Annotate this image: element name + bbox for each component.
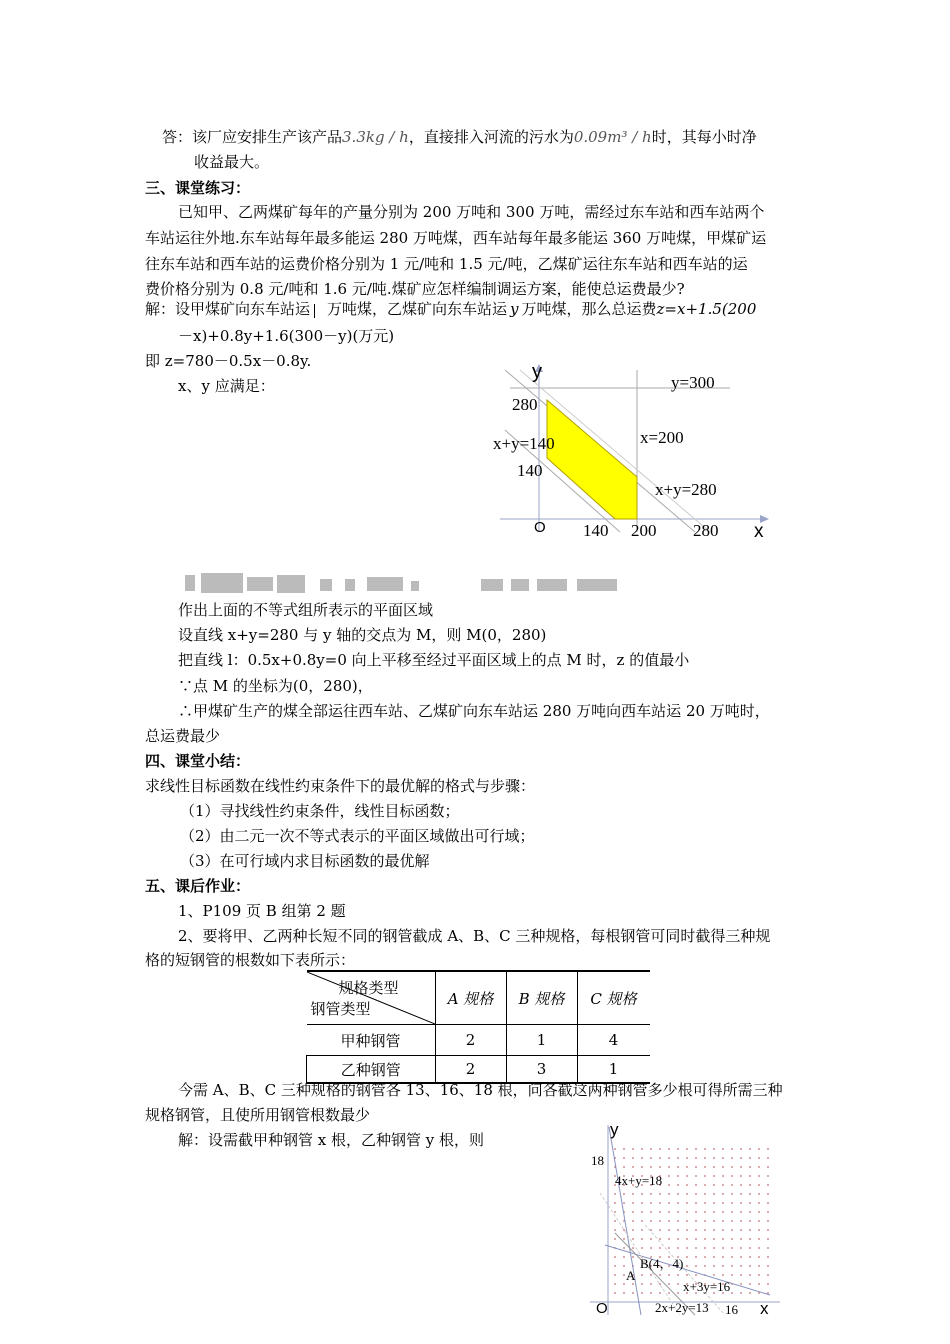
step-2: 设直线 x+y=280 与 y 轴的交点为 M，则 M(0，280) xyxy=(178,626,547,644)
problem-line-2: 车站运往外地.东车站每年最多能运 280 万吨煤，西车站每年最多能运 360 万吨煤，甲煤矿运 xyxy=(145,229,767,247)
label-point-b: B(4，4) xyxy=(640,1256,684,1271)
answer-math-1: 3.3kg / h xyxy=(342,128,409,146)
label-xy140: x+y=140 xyxy=(493,434,555,453)
answer-line-2: 收益最大。 xyxy=(194,153,270,171)
solution-line-1: 解：设甲煤矿向东车站运 万吨煤，乙煤矿向东车站运 y 万吨煤，那么总运费z=x+1.5(200 xyxy=(145,300,757,318)
label-2x-2y-13: 2x+2y=13 xyxy=(655,1300,709,1315)
solution-line-4: x、y 应满足： xyxy=(178,377,275,395)
solution-line-2: －x)+0.8y+1.6(300－y)(万元) xyxy=(178,327,395,345)
cell: 1 xyxy=(577,1056,650,1084)
solution-line-3: 即 z=780－0.5x－0.8y. xyxy=(145,352,312,370)
step-3: 把直线 l：0.5x+0.8y=0 向上平移至经过平面区域上的点 M 时，z 的值最小 xyxy=(178,651,690,669)
feasible-region xyxy=(547,400,637,519)
answer-text-3: 时，其每小时净 xyxy=(651,128,757,146)
table-row xyxy=(307,1056,650,1084)
solution-text-b: 万吨煤，乙煤矿向东车站运 xyxy=(327,300,508,318)
step-5: ∴甲煤矿生产的煤全部运往西车站、乙煤矿向东车站运 280 万吨向西车站运 20 万吨时， xyxy=(178,702,770,720)
spec-table xyxy=(306,970,650,1084)
answer-text-2: ，直接排入河流的污水为 xyxy=(408,128,574,146)
homework-1: 1、P109 页 B 组第 2 题 xyxy=(178,902,346,920)
diag-top-label: 规格类型 xyxy=(338,979,399,997)
label-point-a: A xyxy=(626,1268,636,1283)
label-4x-y-18: 4x+y=18 xyxy=(615,1173,663,1188)
diag-bottom-label: 钢管类型 xyxy=(310,1000,371,1018)
answer-line-1 xyxy=(162,127,757,147)
row-name: 乙种钢管 xyxy=(307,1056,436,1084)
label-x200: x=200 xyxy=(640,428,684,447)
section3-heading: 三、课堂练习： xyxy=(145,179,251,197)
label-140-x: 140 xyxy=(583,521,609,540)
label-16: 16 xyxy=(725,1302,738,1317)
solution-text-c: 万吨煤，那么总运费 xyxy=(521,300,657,318)
summary-item-2: （2）由二元一次不等式表示的平面区域做出可行域； xyxy=(180,827,535,845)
origin-label: O xyxy=(596,1300,608,1317)
label-140-y: 140 xyxy=(517,461,543,480)
problem-line-1: 已知甲、乙两煤矿每年的产量分别为 200 万吨和 300 万吨，需经过东车站和西车站两个 xyxy=(178,203,765,221)
label-x-3y-16: x+3y=16 xyxy=(683,1279,731,1294)
solution-text-a: 解：设甲煤矿向东车站运 xyxy=(145,300,311,318)
label-200-x: 200 xyxy=(631,521,657,540)
step-1: 作出上面的不等式组所表示的平面区域 xyxy=(178,601,434,619)
inequality-system-image xyxy=(185,571,625,595)
section4-heading: 四、课堂小结： xyxy=(145,752,251,770)
answer-text-1: 答：该厂应安排生产该产品 xyxy=(162,128,343,146)
col-a: A 规格 xyxy=(435,971,506,1025)
x-axis-label: x xyxy=(754,521,764,542)
x-axis-label: x xyxy=(760,1299,769,1318)
table-diagonal-header xyxy=(307,971,436,1025)
row-name: 甲种钢管 xyxy=(340,1031,401,1050)
label-18: 18 xyxy=(591,1153,604,1168)
summary-item-3: （3）在可行域内求目标函数的最优解 xyxy=(180,852,430,870)
dashed-line-1 xyxy=(600,1193,680,1315)
table-header-row xyxy=(307,971,650,1025)
math-placeholder-x xyxy=(314,304,323,318)
solution-text-d: z=x+1.5(200 xyxy=(656,300,757,318)
label-280-y: 280 xyxy=(512,395,538,414)
table-row xyxy=(307,1025,650,1056)
problem-line-3: 往东车站和西车站的运费价格分别为 1 元/吨和 1.5 元/吨，乙煤矿运往东车站和西车站的运 xyxy=(145,255,748,273)
section4-intro: 求线性目标函数在线性约束条件下的最优解的格式与步骤： xyxy=(145,777,536,795)
integer-programming-figure xyxy=(585,1115,785,1344)
label-xy280: x+y=280 xyxy=(655,480,717,499)
line-4x-y-18 xyxy=(609,1127,641,1315)
col-c: C 规格 xyxy=(577,971,650,1025)
origin-label: O xyxy=(534,519,546,536)
cell: 2 xyxy=(435,1056,506,1084)
label-280-x: 280 xyxy=(693,521,719,540)
homework-solution: 解：设需截甲种钢管 x 根，乙种钢管 y 根，则 xyxy=(178,1131,485,1149)
homework-2-line-2: 格的短钢管的根数如下表所示： xyxy=(145,951,356,969)
need-line-2: 规格钢管，且使所用钢管根数最少 xyxy=(145,1106,371,1124)
step-6: 总运费最少 xyxy=(145,727,221,745)
summary-item-1: （1）寻找线性约束条件，线性目标函数； xyxy=(180,802,460,820)
y-axis-label: y xyxy=(610,1120,619,1139)
cell: 2 xyxy=(435,1025,506,1056)
need-line-1: 今需 A、B、C 三种规格的钢管各 13、16、18 根，问各截这两种钢管多少根可得所需三种 xyxy=(178,1081,783,1099)
answer-math-2: 0.09m³ / h xyxy=(573,128,652,146)
homework-2-line-1: 2、要将甲、乙两种长短不同的钢管截成 A、B、C 三种规格，每根钢管可同时截得三种规 xyxy=(178,927,771,945)
section5-heading: 五、课后作业： xyxy=(145,877,251,895)
step-4: ∵点 M 的坐标为(0，280)， xyxy=(178,677,373,695)
cell: 3 xyxy=(506,1056,577,1084)
cell: 1 xyxy=(506,1025,577,1056)
cell: 4 xyxy=(577,1025,650,1056)
lattice-dots xyxy=(614,1148,769,1294)
problem-line-4: 费价格分别为 0.8 元/吨和 1.6 元/吨.煤矿应怎样编制调运方案，能使总运费最少? xyxy=(145,280,685,298)
y-axis-label: y xyxy=(532,361,542,383)
label-y300: y=300 xyxy=(671,373,715,392)
col-b: B 规格 xyxy=(506,971,577,1025)
feasible-region-figure xyxy=(490,360,780,550)
